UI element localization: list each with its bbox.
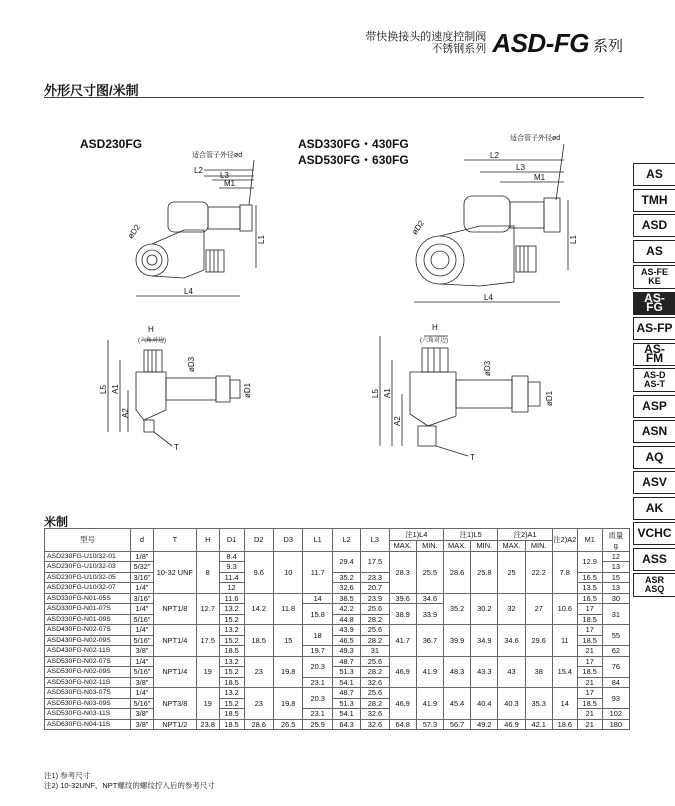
side-tab-as-fe-ke[interactable]: AS-FE KE bbox=[633, 265, 675, 289]
side-tab-asd[interactable]: ASD bbox=[633, 214, 675, 237]
table-cell: 23 bbox=[244, 656, 273, 688]
table-cell: 39.9 bbox=[443, 625, 470, 657]
table-cell: 30 bbox=[602, 593, 629, 604]
table-cell: ASD430FG-N02-07S bbox=[45, 625, 131, 636]
table-cell: 17 bbox=[577, 604, 602, 615]
table-cell: 5/16" bbox=[131, 614, 154, 625]
table-cell: 31 bbox=[361, 646, 389, 657]
table-cell: 13.5 bbox=[577, 583, 602, 594]
th-mass-unit: g bbox=[613, 540, 618, 550]
table-cell: 18.5 bbox=[219, 709, 244, 720]
table-cell: ASD230FG-U10/32-01 bbox=[45, 551, 131, 562]
table-cell: 17 bbox=[577, 625, 602, 636]
table-cell: ASD330FG-N01-09S bbox=[45, 614, 131, 625]
table-cell: 23.1 bbox=[303, 709, 332, 720]
table-cell: 14 bbox=[303, 593, 332, 604]
table-cell: 18.5 bbox=[577, 614, 602, 625]
th-h: H bbox=[196, 529, 219, 552]
table-cell: 5/32" bbox=[131, 562, 154, 573]
table-cell: 34.9 bbox=[471, 625, 498, 657]
table-cell: 49.3 bbox=[332, 646, 360, 657]
table-cell: 48.7 bbox=[332, 688, 360, 699]
dim-d3-right: øD3 bbox=[483, 360, 492, 376]
table-cell: 12.9 bbox=[577, 551, 602, 572]
spec-table bbox=[44, 528, 630, 730]
table-cell: 51.3 bbox=[332, 667, 360, 678]
table-cell: 28.2 bbox=[361, 667, 389, 678]
th-a2: 注2)A2 bbox=[552, 529, 577, 552]
dim-l5-left: L5 bbox=[99, 385, 108, 394]
table-cell: 3/8" bbox=[131, 646, 154, 657]
table-cell: 22.2 bbox=[525, 551, 552, 593]
table-cell: 3/16" bbox=[131, 593, 154, 604]
table-row bbox=[45, 625, 630, 636]
side-tab-asn[interactable]: ASN bbox=[633, 420, 675, 443]
th-model: 型号 bbox=[45, 529, 131, 552]
table-cell: 10.6 bbox=[552, 593, 577, 625]
table-cell: 35.2 bbox=[332, 572, 360, 583]
dim-a1-left: A1 bbox=[111, 384, 120, 394]
side-tab-as-fg[interactable]: AS-FG bbox=[633, 292, 675, 315]
table-cell: 1/8" bbox=[131, 551, 154, 562]
table-cell: NPT1/4 bbox=[153, 625, 196, 657]
hex-label-left: (六角对边) bbox=[138, 338, 166, 344]
table-cell: 18.6 bbox=[552, 719, 577, 730]
th-l4: 注1)L4 bbox=[389, 529, 443, 541]
table-cell: 11.8 bbox=[273, 593, 302, 625]
dim-d2-left: øD2 bbox=[125, 222, 143, 241]
table-cell: 43.3 bbox=[471, 656, 498, 688]
table-cell: 33.9 bbox=[416, 604, 443, 625]
table-cell: 64.8 bbox=[389, 719, 416, 730]
th-l5-max: MAX. bbox=[443, 541, 470, 552]
table-cell: 48.7 bbox=[332, 656, 360, 667]
table-cell: 18.5 bbox=[577, 635, 602, 646]
table-cell: 18.5 bbox=[577, 698, 602, 709]
table-cell: 46.5 bbox=[332, 635, 360, 646]
table-cell: 13.2 bbox=[219, 688, 244, 699]
table-row bbox=[45, 688, 630, 699]
table-cell: 3/8" bbox=[131, 709, 154, 720]
table-cell: 25.6 bbox=[361, 656, 389, 667]
table-row bbox=[45, 551, 630, 562]
table-cell: 13.2 bbox=[219, 625, 244, 636]
dim-m1-left: M1 bbox=[224, 179, 236, 188]
header-series-suffix: 系列 bbox=[592, 37, 623, 55]
table-cell: 21 bbox=[577, 646, 602, 657]
table-cell: 1/4" bbox=[131, 604, 154, 615]
table-cell: 28.2 bbox=[361, 698, 389, 709]
table-cell: 26.5 bbox=[273, 719, 302, 730]
table-cell: 51.3 bbox=[332, 698, 360, 709]
table-cell: 36.7 bbox=[416, 625, 443, 657]
table-cell: 46.9 bbox=[389, 688, 416, 720]
th-mass-label: 质量 bbox=[608, 530, 624, 540]
side-tab-aq[interactable]: AQ bbox=[633, 446, 675, 469]
table-cell: 40.3 bbox=[498, 688, 525, 720]
table-cell: 15 bbox=[273, 625, 302, 657]
table-cell: 5/16" bbox=[131, 698, 154, 709]
dim-a1-right: A1 bbox=[383, 388, 392, 398]
table-cell: 14 bbox=[552, 688, 577, 720]
dim-h-left: H bbox=[148, 325, 154, 334]
dim-l5-right: L5 bbox=[371, 389, 380, 398]
left-tube-od-label: 适合管子外径ød bbox=[192, 152, 243, 159]
table-cell: 25.9 bbox=[303, 719, 332, 730]
table-cell: 28.3 bbox=[389, 551, 416, 593]
table-cell: 62 bbox=[602, 646, 629, 657]
th-d: d bbox=[131, 529, 154, 552]
table-cell: ASD430FG-N02-09S bbox=[45, 635, 131, 646]
table-cell: 11 bbox=[552, 625, 577, 657]
table-cell: 40.4 bbox=[471, 688, 498, 720]
table-cell: 15.2 bbox=[219, 614, 244, 625]
side-tab-as-fp[interactable]: AS-FP bbox=[633, 317, 675, 340]
table-cell: 12 bbox=[602, 551, 629, 562]
table-cell: 18.5 bbox=[219, 719, 244, 730]
left-model-label: ASD230FG bbox=[80, 137, 143, 151]
table-cell: 1/4" bbox=[131, 625, 154, 636]
table-cell: 1/4" bbox=[131, 656, 154, 667]
table-cell: 76 bbox=[602, 656, 629, 677]
th-mass bbox=[602, 529, 629, 552]
table-cell: ASD230FG-U10/32-07 bbox=[45, 583, 131, 594]
table-cell: 3/16" bbox=[131, 572, 154, 583]
table-cell: 25.6 bbox=[361, 688, 389, 699]
footnote-2: 注2) 10-32UNF、NPT螺纹的螺纹拧入后的参考尺寸 bbox=[44, 781, 215, 790]
table-cell: 32.6 bbox=[361, 719, 389, 730]
dim-l3-left: L3 bbox=[220, 171, 229, 180]
table-cell: 14.2 bbox=[244, 593, 273, 625]
table-cell: 35.3 bbox=[525, 688, 552, 720]
table-cell: 23 bbox=[244, 688, 273, 720]
table-cell: 41.9 bbox=[416, 688, 443, 720]
table-cell: 21 bbox=[577, 709, 602, 720]
table-cell: 54.1 bbox=[332, 709, 360, 720]
table-cell: 29.4 bbox=[332, 551, 360, 572]
table-cell: 13 bbox=[602, 583, 629, 594]
right-tube-od-label: 适合管子外径ød bbox=[510, 135, 561, 142]
table-cell: 11.6 bbox=[219, 593, 244, 604]
dim-l1-left: L1 bbox=[257, 235, 266, 244]
table-cell: 11.7 bbox=[303, 551, 332, 593]
table-cell: 180 bbox=[602, 719, 629, 730]
table-cell: 42.2 bbox=[332, 604, 360, 615]
table-cell: 44.8 bbox=[332, 614, 360, 625]
table-cell: 23.9 bbox=[361, 593, 389, 604]
side-tab-as[interactable]: AS bbox=[633, 240, 675, 263]
table-cell: 42.1 bbox=[525, 719, 552, 730]
table-cell: 45.4 bbox=[443, 688, 470, 720]
table-cell: 25.6 bbox=[361, 625, 389, 636]
header-subtitle-line1: 带快换接头的速度控制阀 bbox=[365, 31, 487, 43]
th-t: T bbox=[153, 529, 196, 552]
side-tab-asv[interactable]: ASV bbox=[633, 471, 675, 494]
th-a1-max: MAX. bbox=[498, 541, 525, 552]
table-cell: 29.6 bbox=[525, 625, 552, 657]
table-cell: 20.7 bbox=[361, 583, 389, 594]
th-d1: D1 bbox=[219, 529, 244, 552]
table-cell: 28.6 bbox=[244, 719, 273, 730]
table-cell: 38.5 bbox=[332, 593, 360, 604]
table-row bbox=[45, 719, 630, 730]
side-tab-tmh[interactable]: TMH bbox=[633, 189, 675, 212]
th-l3: L3 bbox=[361, 529, 389, 552]
header-subtitle-line2: 不锈钢系列 bbox=[431, 43, 487, 55]
table-cell: 56.7 bbox=[443, 719, 470, 730]
table-cell: 31 bbox=[602, 604, 629, 625]
table-cell: 25 bbox=[498, 551, 525, 593]
dim-t-left: T bbox=[174, 443, 179, 452]
table-cell: NPT1/4 bbox=[153, 656, 196, 688]
dim-l4-left: L4 bbox=[184, 287, 193, 296]
table-cell: 28.2 bbox=[361, 635, 389, 646]
side-tab-as[interactable]: AS bbox=[633, 163, 675, 186]
table-cell: 41.7 bbox=[389, 625, 416, 657]
table-cell: 8.4 bbox=[219, 551, 244, 562]
table-cell: 12.7 bbox=[196, 593, 219, 625]
dim-d3-left: øD3 bbox=[187, 356, 196, 372]
table-cell: 23.3 bbox=[361, 572, 389, 583]
table-cell: 5/16" bbox=[131, 635, 154, 646]
table-cell: 12 bbox=[219, 583, 244, 594]
table-cell: 49.2 bbox=[471, 719, 498, 730]
table-cell: 3/8" bbox=[131, 719, 154, 730]
table-cell: 8 bbox=[196, 551, 219, 593]
dim-l4-right: L4 bbox=[484, 293, 493, 302]
table-cell: ASD230FG-U10/32-05 bbox=[45, 572, 131, 583]
th-l4-min: MIN. bbox=[416, 541, 443, 552]
table-cell: 17.5 bbox=[361, 551, 389, 572]
table-cell: 32.6 bbox=[361, 677, 389, 688]
dim-d1-left: øD1 bbox=[243, 382, 252, 398]
table-cell: 57.3 bbox=[416, 719, 443, 730]
table-cell: 13.2 bbox=[219, 656, 244, 667]
side-tab-as-d-as-t[interactable]: AS-D AS-T bbox=[633, 368, 675, 392]
side-tab-vchc[interactable]: VCHC bbox=[633, 522, 675, 545]
table-cell: 15.8 bbox=[303, 604, 332, 625]
table-title: 米制 bbox=[44, 515, 69, 529]
th-l5: 注1)L5 bbox=[443, 529, 497, 541]
table-cell: 25.8 bbox=[471, 551, 498, 593]
table-cell: 27 bbox=[525, 593, 552, 625]
table-cell: 15.2 bbox=[219, 635, 244, 646]
right-model-label-1: ASD330FG・430FG bbox=[298, 137, 409, 151]
table-cell: ASD330FG-N01-05S bbox=[45, 593, 131, 604]
section-title: 外形尺寸图/米制 bbox=[44, 83, 139, 98]
table-cell: 16.5 bbox=[577, 572, 602, 583]
table-cell: 7.8 bbox=[552, 551, 577, 593]
table-cell: ASD530FG-N03-07S bbox=[45, 688, 131, 699]
table-cell: NPT3/8 bbox=[153, 688, 196, 720]
table-cell: 54.1 bbox=[332, 677, 360, 688]
table-cell: 38 bbox=[525, 656, 552, 688]
table-cell: 20.3 bbox=[303, 688, 332, 709]
table-cell: 46.9 bbox=[498, 719, 525, 730]
table-cell: 43.9 bbox=[332, 625, 360, 636]
table-cell: 13.2 bbox=[219, 604, 244, 615]
th-l5-min: MIN. bbox=[471, 541, 498, 552]
spec-table-body bbox=[45, 551, 630, 730]
table-cell: 17.5 bbox=[196, 625, 219, 657]
header-subtitle bbox=[365, 31, 486, 55]
table-cell: 84 bbox=[602, 677, 629, 688]
table-cell: NPT1/8 bbox=[153, 593, 196, 625]
table-cell: 28.6 bbox=[443, 551, 470, 593]
hex-label-right: (六角对边) bbox=[420, 338, 448, 344]
th-a1-min: MIN. bbox=[525, 541, 552, 552]
table-cell: 15.4 bbox=[552, 656, 577, 688]
table-cell: 3/8" bbox=[131, 677, 154, 688]
side-tab-ak[interactable]: AK bbox=[633, 497, 675, 520]
table-cell: 13 bbox=[602, 562, 629, 573]
section-divider bbox=[44, 97, 644, 98]
right-model-label-2: ASD530FG・630FG bbox=[298, 153, 409, 167]
table-row bbox=[45, 656, 630, 667]
table-cell: 93 bbox=[602, 688, 629, 709]
table-row bbox=[45, 593, 630, 604]
table-cell: 15 bbox=[602, 572, 629, 583]
table-cell: 1/4" bbox=[131, 583, 154, 594]
table-cell: 1/4" bbox=[131, 688, 154, 699]
dimension-drawing bbox=[44, 110, 614, 470]
table-cell: 48.3 bbox=[443, 656, 470, 688]
table-cell: 30.2 bbox=[471, 593, 498, 625]
table-cell: ASD430FG-N02-11S bbox=[45, 646, 131, 657]
table-cell: 15.2 bbox=[219, 667, 244, 678]
th-a1: 注2)A1 bbox=[498, 529, 552, 541]
table-cell: 32.6 bbox=[361, 709, 389, 720]
side-tab-ass[interactable]: ASS bbox=[633, 548, 675, 571]
side-tab-as-fm[interactable]: AS-FM bbox=[633, 343, 675, 366]
dim-t-right: T bbox=[470, 453, 475, 462]
left-side-view bbox=[99, 325, 252, 452]
th-m1: M1 bbox=[577, 529, 602, 552]
table-cell: 18.5 bbox=[577, 667, 602, 678]
dim-l3-right: L3 bbox=[516, 163, 525, 172]
table-cell: 18 bbox=[303, 625, 332, 646]
table-cell: 16.5 bbox=[577, 593, 602, 604]
footnote-1: 注1) 参考尺寸 bbox=[44, 771, 91, 780]
table-cell: 17 bbox=[577, 656, 602, 667]
header-model: ASD-FG bbox=[492, 27, 589, 58]
table-cell: ASD530FG-N03-11S bbox=[45, 709, 131, 720]
footnotes bbox=[44, 771, 215, 791]
th-l1: L1 bbox=[303, 529, 332, 552]
dim-d1-right: øD1 bbox=[545, 390, 554, 406]
table-cell: 38.9 bbox=[389, 604, 416, 625]
table-cell: 25.5 bbox=[416, 551, 443, 593]
page-header bbox=[365, 28, 623, 58]
side-index-tabs bbox=[633, 163, 675, 600]
table-cell: 18.5 bbox=[219, 677, 244, 688]
table-cell: 32.6 bbox=[332, 583, 360, 594]
table-cell: 18.5 bbox=[244, 625, 273, 657]
table-cell: 19.7 bbox=[303, 646, 332, 657]
table-cell: 5/16" bbox=[131, 667, 154, 678]
dim-l2-left: L2 bbox=[194, 166, 203, 175]
dim-d2-right: øD2 bbox=[409, 218, 427, 237]
table-cell: 41.9 bbox=[416, 656, 443, 688]
table-cell: 10-32 UNF bbox=[153, 551, 196, 593]
table-cell: NPT1/2 bbox=[153, 719, 196, 730]
table-cell: 19.8 bbox=[273, 656, 302, 688]
table-cell: 18.5 bbox=[219, 646, 244, 657]
side-tab-asp[interactable]: ASP bbox=[633, 395, 675, 418]
right-top-view bbox=[410, 133, 578, 302]
dim-l1-right: L1 bbox=[569, 235, 578, 244]
dim-h-right: H bbox=[432, 323, 438, 332]
table-cell: 9.6 bbox=[244, 551, 273, 593]
table-cell: ASD230FG-U10/32-03 bbox=[45, 562, 131, 573]
table-cell: 10 bbox=[273, 551, 302, 593]
side-tab-asr-asq[interactable]: ASR ASQ bbox=[633, 573, 675, 597]
table-cell: 15.2 bbox=[219, 698, 244, 709]
th-d3: D3 bbox=[273, 529, 302, 552]
table-cell: 28.2 bbox=[361, 614, 389, 625]
dim-m1-right: M1 bbox=[534, 173, 546, 182]
table-cell: ASD530FG-N02-09S bbox=[45, 667, 131, 678]
table-cell: 35.2 bbox=[443, 593, 470, 625]
table-cell: 21 bbox=[577, 719, 602, 730]
table-cell: 9.3 bbox=[219, 562, 244, 573]
table-cell: 39.6 bbox=[389, 593, 416, 604]
table-cell: ASD530FG-N02-11S bbox=[45, 677, 131, 688]
th-d2: D2 bbox=[244, 529, 273, 552]
table-cell: 17 bbox=[577, 688, 602, 699]
table-cell: 34.6 bbox=[498, 625, 525, 657]
table-cell: 11.4 bbox=[219, 572, 244, 583]
dim-l2-right: L2 bbox=[490, 151, 499, 160]
table-cell: 21 bbox=[577, 677, 602, 688]
table-cell: ASD530FG-N03-09S bbox=[45, 698, 131, 709]
table-cell: ASD530FG-N02-07S bbox=[45, 656, 131, 667]
table-cell: 34.6 bbox=[416, 593, 443, 604]
table-cell: 23.8 bbox=[196, 719, 219, 730]
table-cell: 20.3 bbox=[303, 656, 332, 677]
th-l4-max: MAX. bbox=[389, 541, 416, 552]
table-cell: 32 bbox=[498, 593, 525, 625]
table-cell: 55 bbox=[602, 625, 629, 646]
table-cell: 102 bbox=[602, 709, 629, 720]
table-cell: ASD330FG-N01-07S bbox=[45, 604, 131, 615]
table-cell: 23.1 bbox=[303, 677, 332, 688]
table-cell: 64.3 bbox=[332, 719, 360, 730]
dim-a2-right: A2 bbox=[393, 416, 402, 426]
table-cell: 43 bbox=[498, 656, 525, 688]
table-cell: 19 bbox=[196, 656, 219, 688]
table-cell: 46.9 bbox=[389, 656, 416, 688]
table-cell: 19 bbox=[196, 688, 219, 720]
table-cell: ASD630FG-N04-11S bbox=[45, 719, 131, 730]
table-cell: 19.8 bbox=[273, 688, 302, 720]
left-top-view bbox=[126, 150, 266, 296]
right-side-view bbox=[371, 323, 554, 462]
dim-a2-left: A2 bbox=[121, 408, 130, 418]
th-l2: L2 bbox=[332, 529, 360, 552]
table-cell: 25.6 bbox=[361, 604, 389, 615]
